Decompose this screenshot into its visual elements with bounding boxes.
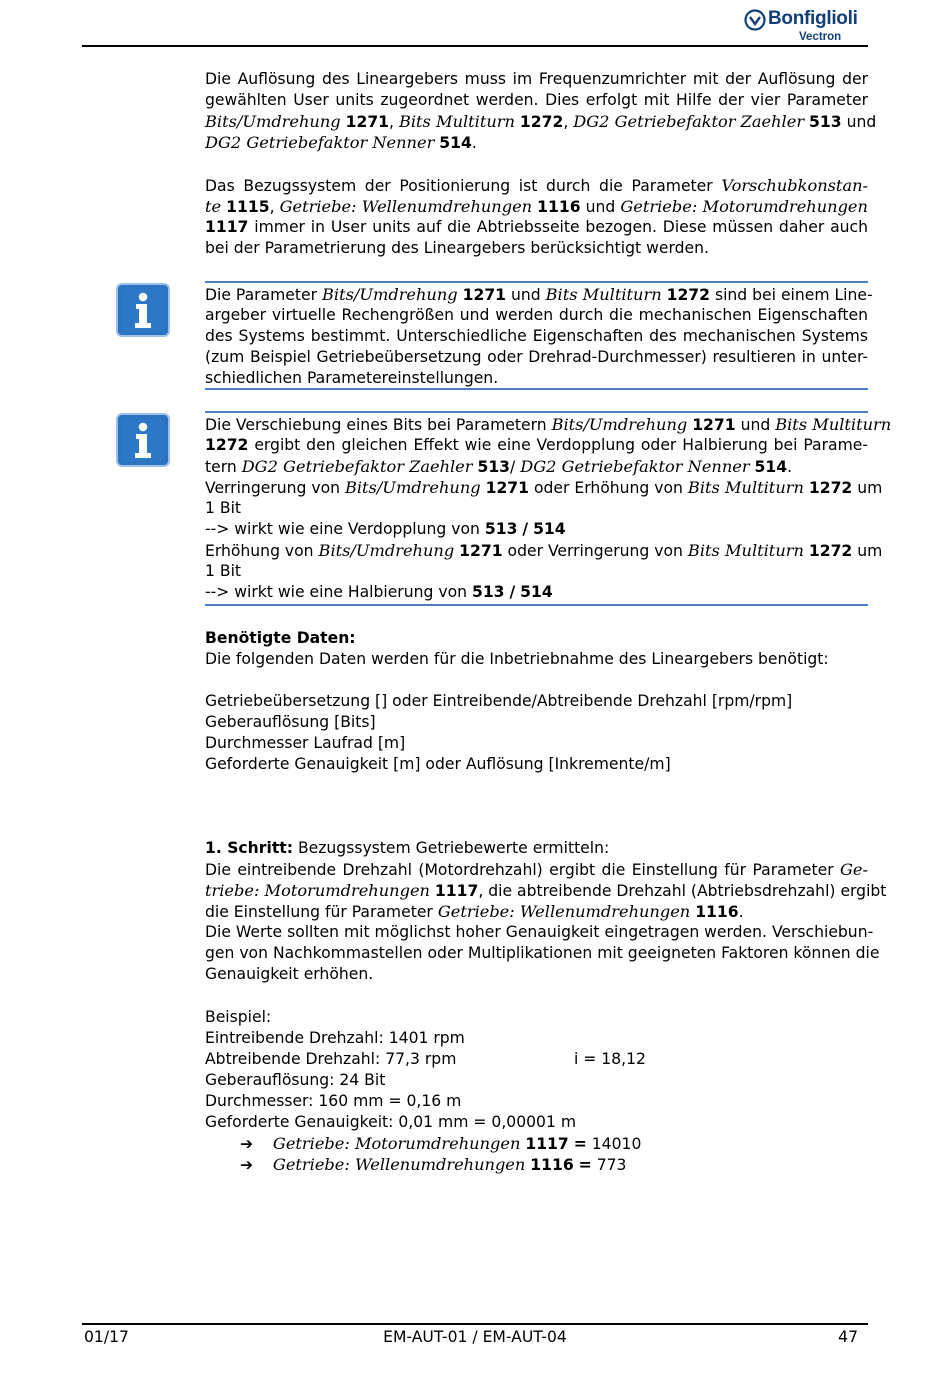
- logo-subtitle: Vectron: [799, 31, 842, 43]
- text-line: (zum Beispiel Getriebeübersetzung oder Drehrad-Durchmesser) resultieren in unter-: [205, 348, 868, 366]
- footer-document-id: EM-AUT-01 / EM-AUT-04: [383, 1328, 567, 1346]
- list-item: Durchmesser Laufrad [m]: [205, 734, 406, 752]
- text-line: 1 Bit: [205, 499, 242, 517]
- text-line: Verringerung von Bits/Umdrehung 1271 oder Erhöhung von Bits Multiturn 1272 um: [205, 478, 883, 497]
- list-item: Getriebeübersetzung [] oder Eintreibende/Abtreibende Drehzahl [rpm/rpm]: [205, 692, 793, 710]
- text-line: Durchmesser: 160 mm = 0,16 m: [205, 1092, 462, 1110]
- text-line: Eintreibende Drehzahl: 1401 rpm: [205, 1029, 465, 1047]
- text-line: die Einstellung für Parameter Getriebe: Wellenumdrehungen 1116.: [205, 902, 744, 921]
- text-line: 1 Bit: [205, 562, 242, 580]
- gear-ratio: i = 18,12: [574, 1050, 646, 1068]
- text-line: Erhöhung von Bits/Umdrehung 1271 oder Verringerung von Bits Multiturn 1272 um: [205, 541, 883, 560]
- page-footer: [82, 1323, 868, 1353]
- bonfiglioli-logo-icon: [744, 9, 766, 31]
- text-line: 1117 immer in User units auf die Abtriebsseite bezogen. Diese müssen daher auch: [205, 218, 868, 236]
- paragraph-resolution: [205, 69, 877, 153]
- paragraph-reference-system: [205, 175, 868, 259]
- text-line: DG2 Getriebefaktor Nenner 514.: [205, 133, 477, 152]
- text-line: Genauigkeit erhöhen.: [205, 965, 374, 983]
- info-icon: [116, 413, 170, 467]
- logo-name: Bonfiglioli: [768, 8, 858, 29]
- text-line: des Systems bestimmt. Unterschiedliche Eigenschaften des mechanischen Systems: [205, 327, 868, 345]
- note-bit-shift: [205, 414, 892, 603]
- note-top-rule: [205, 411, 868, 413]
- step-1-section: [205, 838, 887, 985]
- text-line: --> wirkt wie eine Halbierung von 513 / 514: [205, 583, 553, 601]
- text-line: te 1115, Getriebe: Wellenumdrehungen 1116 und Getriebe: Motorumdrehungen: [205, 197, 868, 216]
- footer-date: 01/17: [84, 1328, 129, 1346]
- text-line: Bits/Umdrehung 1271, Bits Multiturn 1272, DG2 Getriebefaktor Zaehler 513 und: [205, 112, 877, 131]
- example-section: [205, 1007, 868, 1177]
- note-top-rule: [205, 281, 868, 283]
- list-item: Geforderte Genauigkeit [m] oder Auflösung [Inkremente/m]: [205, 755, 671, 773]
- note-bottom-rule: [205, 604, 868, 606]
- text-line: tern DG2 Getriebefaktor Zaehler 513/ DG2 Getriebefaktor Nenner 514.: [205, 457, 793, 476]
- text-line: --> wirkt wie eine Verdopplung von 513 / 514: [205, 520, 566, 538]
- text-line: Die Werte sollten mit möglichst hoher Genauigkeit eingetragen werden. Verschiebun-: [205, 923, 874, 941]
- text-line: schiedlichen Parametereinstellungen.: [205, 369, 499, 387]
- text-line: Die Parameter Bits/Umdrehung 1271 und Bits Multiturn 1272 sind bei einem Line-: [205, 285, 873, 304]
- text-line: Die eintreibende Drehzahl (Motordrehzahl) ergibt die Einstellung für Parameter Ge-: [205, 860, 868, 879]
- text-line: triebe: Motorumdrehungen 1117, die abtreibende Drehzahl (Abtriebsdrehzahl) ergibt: [205, 881, 887, 900]
- text-line: Die Auflösung des Lineargebers muss im Frequenzumrichter mit der Auflösung der: [205, 70, 868, 88]
- text-line: Das Bezugssystem der Positionierung ist durch die Parameter Vorschubkonstan-: [205, 176, 868, 195]
- text-line: Abtreibende Drehzahl: 77,3 rpm: [205, 1050, 457, 1068]
- required-data-section: [205, 628, 868, 778]
- text-line: gen von Nachkommastellen oder Multiplikationen mit geeigneten Faktoren können die: [205, 944, 880, 962]
- text-line: 1272 ergibt den gleichen Effekt wie eine Verdopplung oder Halbierung bei Parame-: [205, 436, 868, 454]
- arrow-right-icon: ➔: [240, 1135, 254, 1153]
- text-line: bei der Parametrierung des Lineargebers berücksichtigt werden.: [205, 239, 709, 257]
- text-line: gewählten User units zugeordnet werden. Dies erfolgt mit Hilfe der vier Parameter: [205, 91, 868, 109]
- text-line: Geforderte Genauigkeit: 0,01 mm = 0,00001 m: [205, 1113, 577, 1131]
- section-heading: Benötigte Daten:: [205, 629, 356, 647]
- step-heading: 1. Schritt: Bezugssystem Getriebewerte ermitteln:: [205, 839, 610, 857]
- list-item: Geberauflösung [Bits]: [205, 713, 376, 731]
- text-line: Die folgenden Daten werden für die Inbetriebnahme des Lineargebers benötigt:: [205, 650, 829, 668]
- text-line: Geberauflösung: 24 Bit: [205, 1071, 386, 1089]
- logo: [744, 7, 868, 45]
- text-line: Die Verschiebung eines Bits bei Parametern Bits/Umdrehung 1271 und Bits Multiturn: [205, 415, 892, 434]
- arrow-right-icon: ➔: [240, 1156, 254, 1174]
- note-bottom-rule: [205, 388, 868, 390]
- note-bits-parameters: [205, 284, 873, 389]
- footer-rule: [82, 1323, 868, 1325]
- header-rule: [82, 45, 868, 47]
- page-number: 47: [838, 1328, 858, 1346]
- info-icon: [116, 283, 170, 337]
- result-line: ➔ Getriebe: Motorumdrehungen 1117 = 14010: [240, 1134, 642, 1153]
- text-line: argeber virtuelle Rechengrößen und werden durch die mechanischen Eigenschaften: [205, 306, 868, 324]
- example-heading: Beispiel:: [205, 1008, 272, 1026]
- result-line: ➔ Getriebe: Wellenumdrehungen 1116 = 773: [240, 1155, 627, 1174]
- page-header: [82, 0, 868, 48]
